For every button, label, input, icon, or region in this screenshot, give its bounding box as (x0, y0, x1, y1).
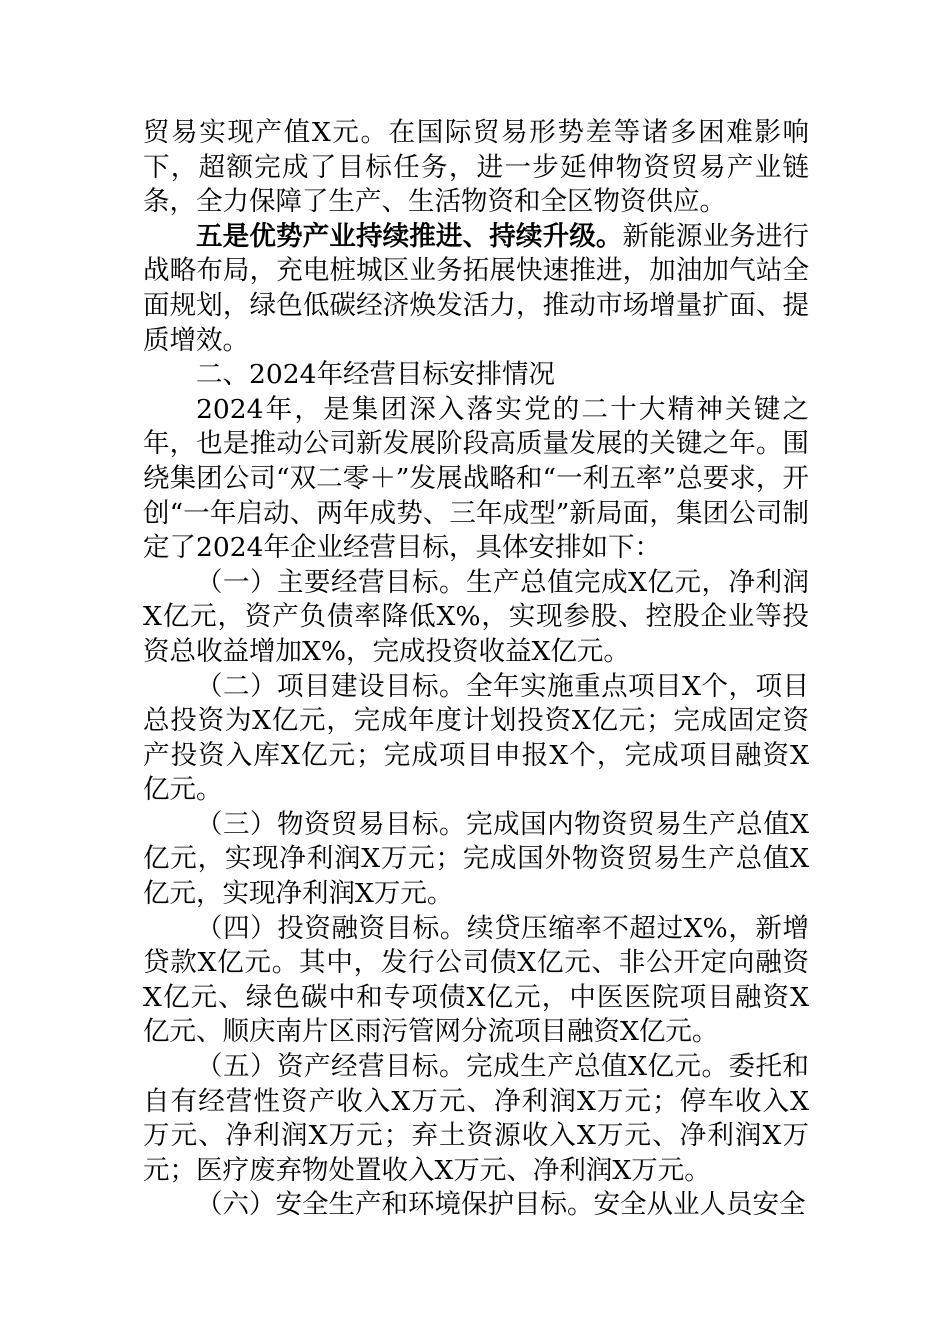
section-heading (143, 358, 809, 393)
paragraph-10 (143, 1188, 809, 1223)
paragraph-2 (143, 220, 809, 358)
paragraph-5 (143, 566, 809, 670)
paragraph-2-bold-lead: 五是优势产业持续推进、持续升级。 (196, 220, 623, 252)
paragraph-1-text: 贸易实现产值X元。在国际贸易形势差等诸多困难影响下，超额完成了目标任务，进一步延伸物资贸易产业链条，全力保障了生产、生活物资和全区物资供应。 (143, 117, 809, 218)
paragraph-8-text: （四）投资融资目标。续贷压缩率不超过X%，新增贷款X亿元。其中，发行公司债X亿元、非公开定向融资X亿元、绿色碳中和专项债X亿元，中医医院项目融资X亿元、顺庆南片区雨污管网分流项目融资X亿元。 (143, 912, 809, 1048)
paragraph-9 (143, 1050, 809, 1188)
paragraph-10-text: （六）安全生产和环境保护目标。安全从业人员安全 (196, 1189, 806, 1221)
paragraph-6-text: （二）项目建设目标。全年实施重点项目X个，项目总投资为X亿元，完成年度计划投资X亿元；完成固定资产投资入库X亿元；完成项目申报X个，完成项目融资X亿元。 (143, 670, 809, 806)
document-page (143, 116, 809, 1223)
paragraph-8 (143, 912, 809, 1050)
paragraph-2-text: 新能源业务进行战略布局，充电桩城区业务拓展快速推进，加油加气站全面规划，绿色低碳经济焕发活力，推动市场增量扩面、提质增效。 (143, 220, 810, 356)
paragraph-1 (143, 116, 809, 220)
paragraph-9-text: （五）资产经营目标。完成生产总值X亿元。委托和自有经营性资产收入X万元、净利润X万元；停车收入X万元、净利润X万元；弃土资源收入X万元、净利润X万元；医疗废弃物处置收入X万元、净利润X万元。 (143, 1051, 809, 1186)
section-heading-text: 二、2024年经营目标安排情况 (196, 359, 555, 391)
paragraph-4-text: 2024年，是集团深入落实党的二十大精神关键之年，也是推动公司新发展阶段高质量发展的关键之年。围绕集团公司“双二零＋”发展战略和“一利五率”总要求，开创“一年启动、两年成势、三年成型”新局面，集团公司制定了2024年企业经营目标，具体安排如下： (143, 393, 809, 564)
paragraph-6 (143, 670, 809, 808)
paragraph-7 (143, 808, 809, 912)
paragraph-4 (143, 393, 809, 566)
paragraph-5-text: （一）主要经营目标。生产总值完成X亿元，净利润X亿元，资产负债率降低X%，实现参股、控股企业等投资总收益增加X%，完成投资收益X亿元。 (143, 566, 809, 667)
paragraph-7-text: （三）物资贸易目标。完成国内物资贸易生产总值X亿元，实现净利润X万元；完成国外物资贸易生产总值X亿元，实现净利润X万元。 (143, 808, 809, 910)
